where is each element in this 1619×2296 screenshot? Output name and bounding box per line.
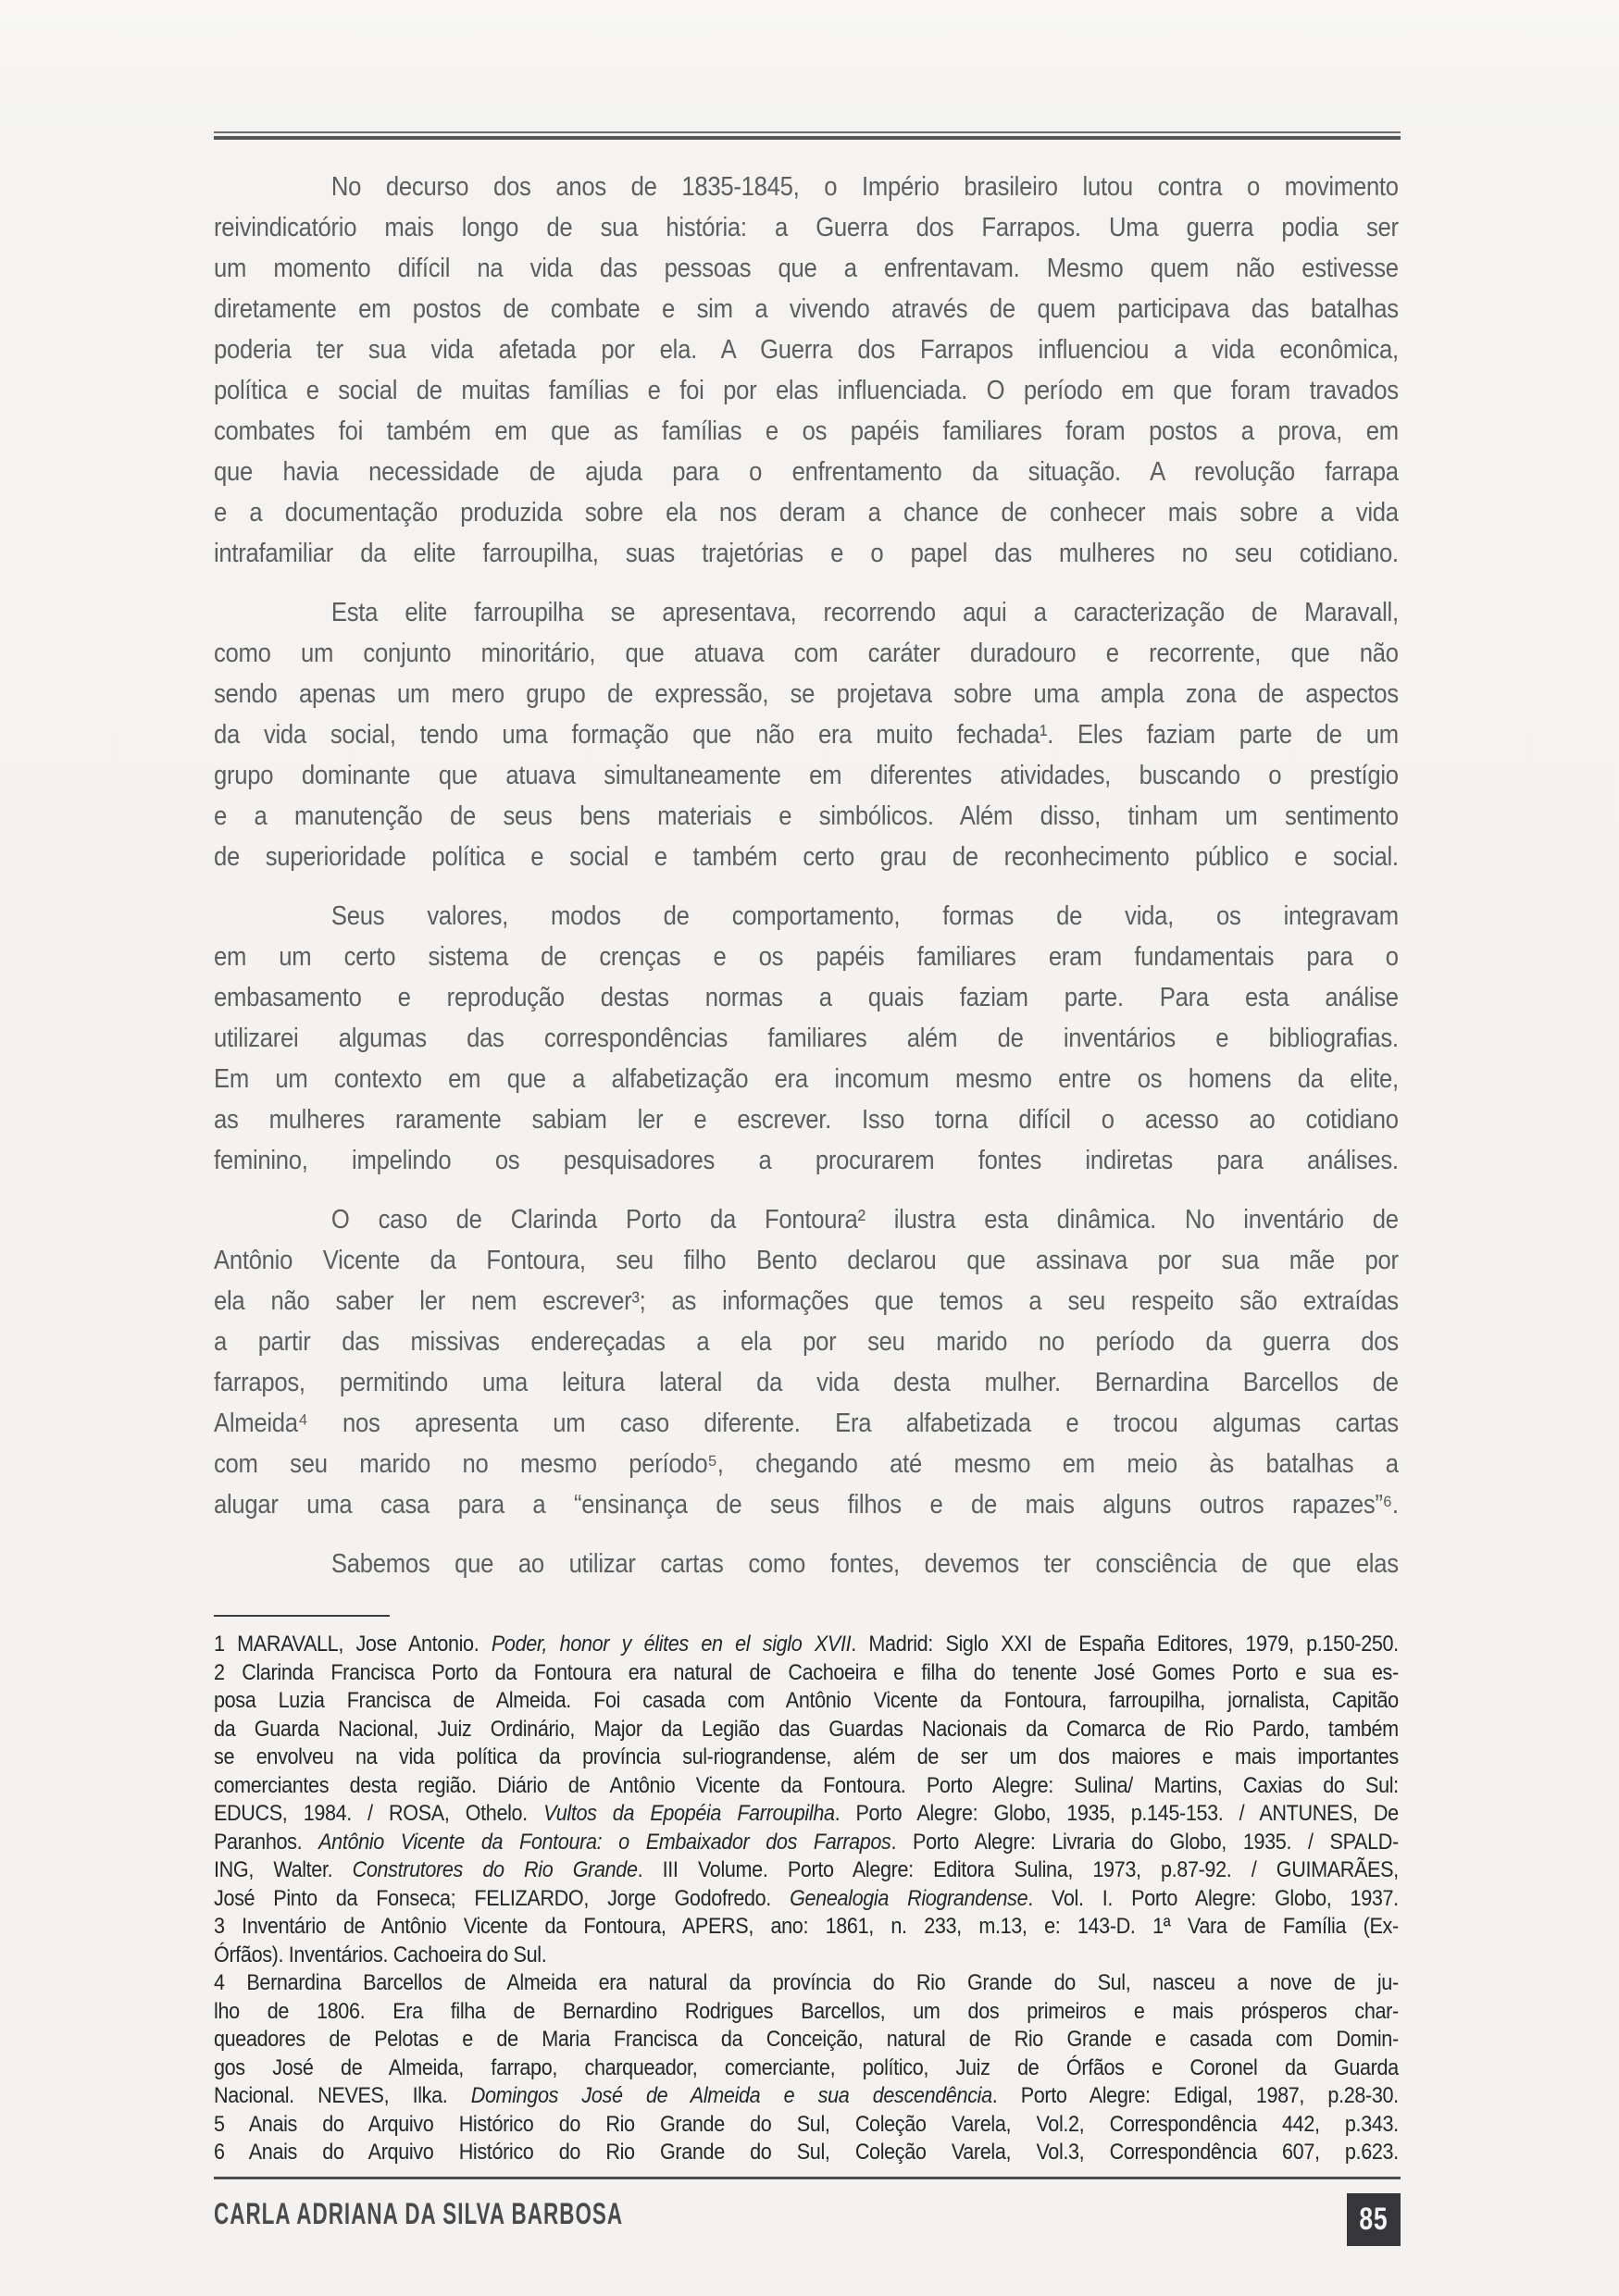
page-number-badge — [1347, 2193, 1401, 2246]
text-line: como um conjunto minoritário, que atuava com caráter duradouro e recorrente, que não — [214, 639, 1399, 668]
footnote-line: 2 Clarinda Francisca Porto da Fontoura era natural de Cachoeira e filha do tenente José Gomes Porto e sua es- — [214, 1659, 1399, 1685]
footnote-line: da Guarda Nacional, Juiz Ordinário, Major da Legião das Guardas Nacionais da Comarca de Rio Pardo, também — [214, 1716, 1399, 1742]
footnote — [214, 1913, 1399, 1969]
paragraph — [214, 592, 1399, 877]
footnote-list — [214, 1631, 1399, 2167]
paragraph — [214, 1199, 1399, 1525]
paragraph — [214, 1544, 1399, 1584]
text-line: diretamente em postos de combate e sim a vivendo através de quem participava das batalhas — [214, 294, 1399, 324]
text-line: Esta elite farroupilha se apresentava, recorrendo aqui a caracterização de Maravall, — [330, 598, 1399, 627]
text-line: reivindicatório mais longo de sua história: a Guerra dos Farrapos. Uma guerra podia ser — [214, 213, 1399, 242]
text-line: poderia ter sua vida afetada por ela. A Guerra dos Farrapos influenciou a vida econômica, — [214, 335, 1399, 365]
author-name: CARLA ADRIANA DA SILVA BARBOSA — [214, 2197, 624, 2230]
text-line: da vida social, tendo uma formação que não era muito fechada¹. Eles faziam parte de um — [214, 720, 1399, 750]
text-line: Seus valores, modos de comportamento, formas de vida, os integravam — [330, 901, 1399, 931]
footnote-line: posa Luzia Francisca de Almeida. Foi casada com Antônio Vicente da Fontoura, farroupilha, jornalista, Capitão — [214, 1688, 1399, 1713]
text-line: em um certo sistema de crenças e os papéis familiares eram fundamentais para o — [214, 942, 1399, 972]
footnote-line: 3 Inventário de Antônio Vicente da Fontoura, APERS, ano: 1861, n. 233, m.13, e: 143-D. 1ª Vara de Família (Ex- — [214, 1914, 1399, 1939]
footnote-line: Órfãos). Inventários. Cachoeira do Sul. — [214, 1942, 547, 1967]
text-line: No decurso dos anos de 1835-1845, o Império brasileiro lutou contra o movimento — [330, 172, 1399, 202]
footnote-line: 6 Anais do Arquivo Histórico do Rio Grande do Sul, Coleção Varela, Vol.3, Correspondência 607, p.623. — [214, 2140, 1399, 2165]
footnote-line: 5 Anais do Arquivo Histórico do Rio Grande do Sul, Coleção Varela, Vol.2, Correspondência 442, p.343. — [214, 2111, 1399, 2137]
footnote-line: 1 MARAVALL, Jose Antonio. Poder, honor y élites en el siglo XVII. Madrid: Siglo XXI de España Editores, 1979, p.150-250. — [214, 1632, 1399, 1657]
footnote-line: comerciantes desta região. Diário de Antônio Vicente da Fontoura. Porto Alegre: Sulina/ Martins, Caxias do Sul: — [214, 1772, 1399, 1798]
text-line: embasamento e reprodução destas normas a quais faziam parte. Para esta análise — [214, 983, 1399, 1012]
paragraph — [214, 896, 1399, 1181]
text-line: a partir das missivas endereçadas a ela por seu marido no período da guerra dos — [214, 1327, 1399, 1357]
footnote-line: Nacional. NEVES, Ilka. Domingos José de Almeida e sua descendência. Porto Alegre: Edigal, 1987, p.28-30. — [214, 2083, 1399, 2108]
footnote-line: 4 Bernardina Barcellos de Almeida era natural da província do Rio Grande do Sul, nasceu a nove de ju- — [214, 1970, 1399, 1995]
paragraph — [214, 167, 1399, 574]
footnote — [214, 2111, 1399, 2140]
footnote-line: gos José de Almeida, farrapo, charqueador, comerciante, político, Juiz de Órfãos e Coronel da Guarda — [214, 2054, 1399, 2080]
footnote-line: Paranhos. Antônio Vicente da Fontoura: o Embaixador dos Farrapos. Porto Alegre: Livraria do Globo, 1935. / SPALD- — [214, 1829, 1399, 1855]
text-line: feminino, impelindo os pesquisadores a procurarem fontes indiretas para análises. — [214, 1146, 1399, 1175]
text-line: que havia necessidade de ajuda para o enfrentamento da situação. A revolução farrapa — [214, 457, 1399, 487]
text-line: um momento difícil na vida das pessoas que a enfrentavam. Mesmo quem não estivesse — [214, 254, 1399, 283]
text-line: de superioridade política e social e também certo grau de reconhecimento público e social. — [214, 842, 1399, 872]
text-line: as mulheres raramente sabiam ler e escrever. Isso torna difícil o acesso ao cotidiano — [214, 1105, 1399, 1135]
text-line: O caso de Clarinda Porto da Fontoura² ilustra esta dinâmica. No inventário de — [330, 1205, 1399, 1235]
footnote-line: queadores de Pelotas e de Maria Francisca da Conceição, natural de Rio Grande e casada com Domin- — [214, 2027, 1399, 2052]
header-double-rule — [214, 131, 1401, 140]
footnote-line: se envolveu na vida política da província sul-riograndense, além de ser um dos maiores e mais importantes — [214, 1744, 1399, 1769]
footnote-line: ING, Walter. Construtores do Rio Grande. III Volume. Porto Alegre: Editora Sulina, 1973, p.87-92. / GUIMARÃES, — [214, 1857, 1399, 1882]
text-line: Antônio Vicente da Fontoura, seu filho Bento declarou que assinava por sua mãe por — [214, 1246, 1399, 1275]
text-line: sendo apenas um mero grupo de expressão, se projetava sobre uma ampla zona de aspectos — [214, 679, 1399, 709]
text-line: intrafamiliar da elite farroupilha, suas trajetórias e o papel das mulheres no seu cotidiano. — [214, 539, 1399, 568]
footer-rule — [214, 2177, 1401, 2179]
text-line: farrapos, permitindo uma leitura lateral da vida desta mulher. Bernardina Barcellos de — [214, 1368, 1399, 1397]
footnote-line: José Pinto da Fonseca; FELIZARDO, Jorge Godofredo. Genealogia Riograndense. Vol. I. Porto Alegre: Globo, 1937. — [214, 1885, 1399, 1911]
text-line: Sabemos que ao utilizar cartas como fontes, devemos ter consciência de que elas — [330, 1549, 1399, 1579]
text-line: alugar uma casa para a “ensinança de seus filhos e de mais alguns outros rapazes”⁶. — [214, 1490, 1399, 1520]
text-line: Em um contexto em que a alfabetização era incomum mesmo entre os homens da elite, — [214, 1064, 1399, 1094]
footnote-line: lho de 1806. Era filha de Bernardino Rodrigues Barcellos, um dos primeiros e mais prósperos char- — [214, 1998, 1399, 2024]
text-line: Almeida⁴ nos apresenta um caso diferente. Era alfabetizada e trocou algumas cartas — [214, 1409, 1399, 1438]
footnote — [214, 2139, 1399, 2167]
article-body — [214, 167, 1399, 1584]
page-number: 85 — [1359, 2202, 1389, 2237]
footnote-separator — [214, 1615, 390, 1617]
footnote-line: EDUCS, 1984. / ROSA, Othelo. Vultos da Epopéia Farroupilha. Porto Alegre: Globo, 1935, p.145-153. / ANTUNES, De — [214, 1801, 1399, 1826]
footnote — [214, 1631, 1399, 1659]
text-line: e a manutenção de seus bens materiais e simbólicos. Além disso, tinham um sentimento — [214, 801, 1399, 831]
text-line: combates foi também em que as famílias e os papéis familiares foram postos a prova, em — [214, 416, 1399, 446]
footnote — [214, 1659, 1399, 1914]
text-line: política e social de muitas famílias e foi por elas influenciada. O período em que foram travados — [214, 376, 1399, 405]
footnote — [214, 1969, 1399, 2111]
text-line: utilizarei algumas das correspondências familiares além de inventários e bibliografias. — [214, 1024, 1399, 1053]
text-line: grupo dominante que atuava simultaneamente em diferentes atividades, buscando o prestígio — [214, 761, 1399, 790]
text-line: ela não saber ler nem escrever³; as informações que temos a seu respeito são extraídas — [214, 1286, 1399, 1316]
text-line: e a documentação produzida sobre ela nos deram a chance de conhecer mais sobre a vida — [214, 498, 1399, 527]
text-line: com seu marido no mesmo período⁵, chegando até mesmo em meio às batalhas a — [214, 1449, 1399, 1479]
